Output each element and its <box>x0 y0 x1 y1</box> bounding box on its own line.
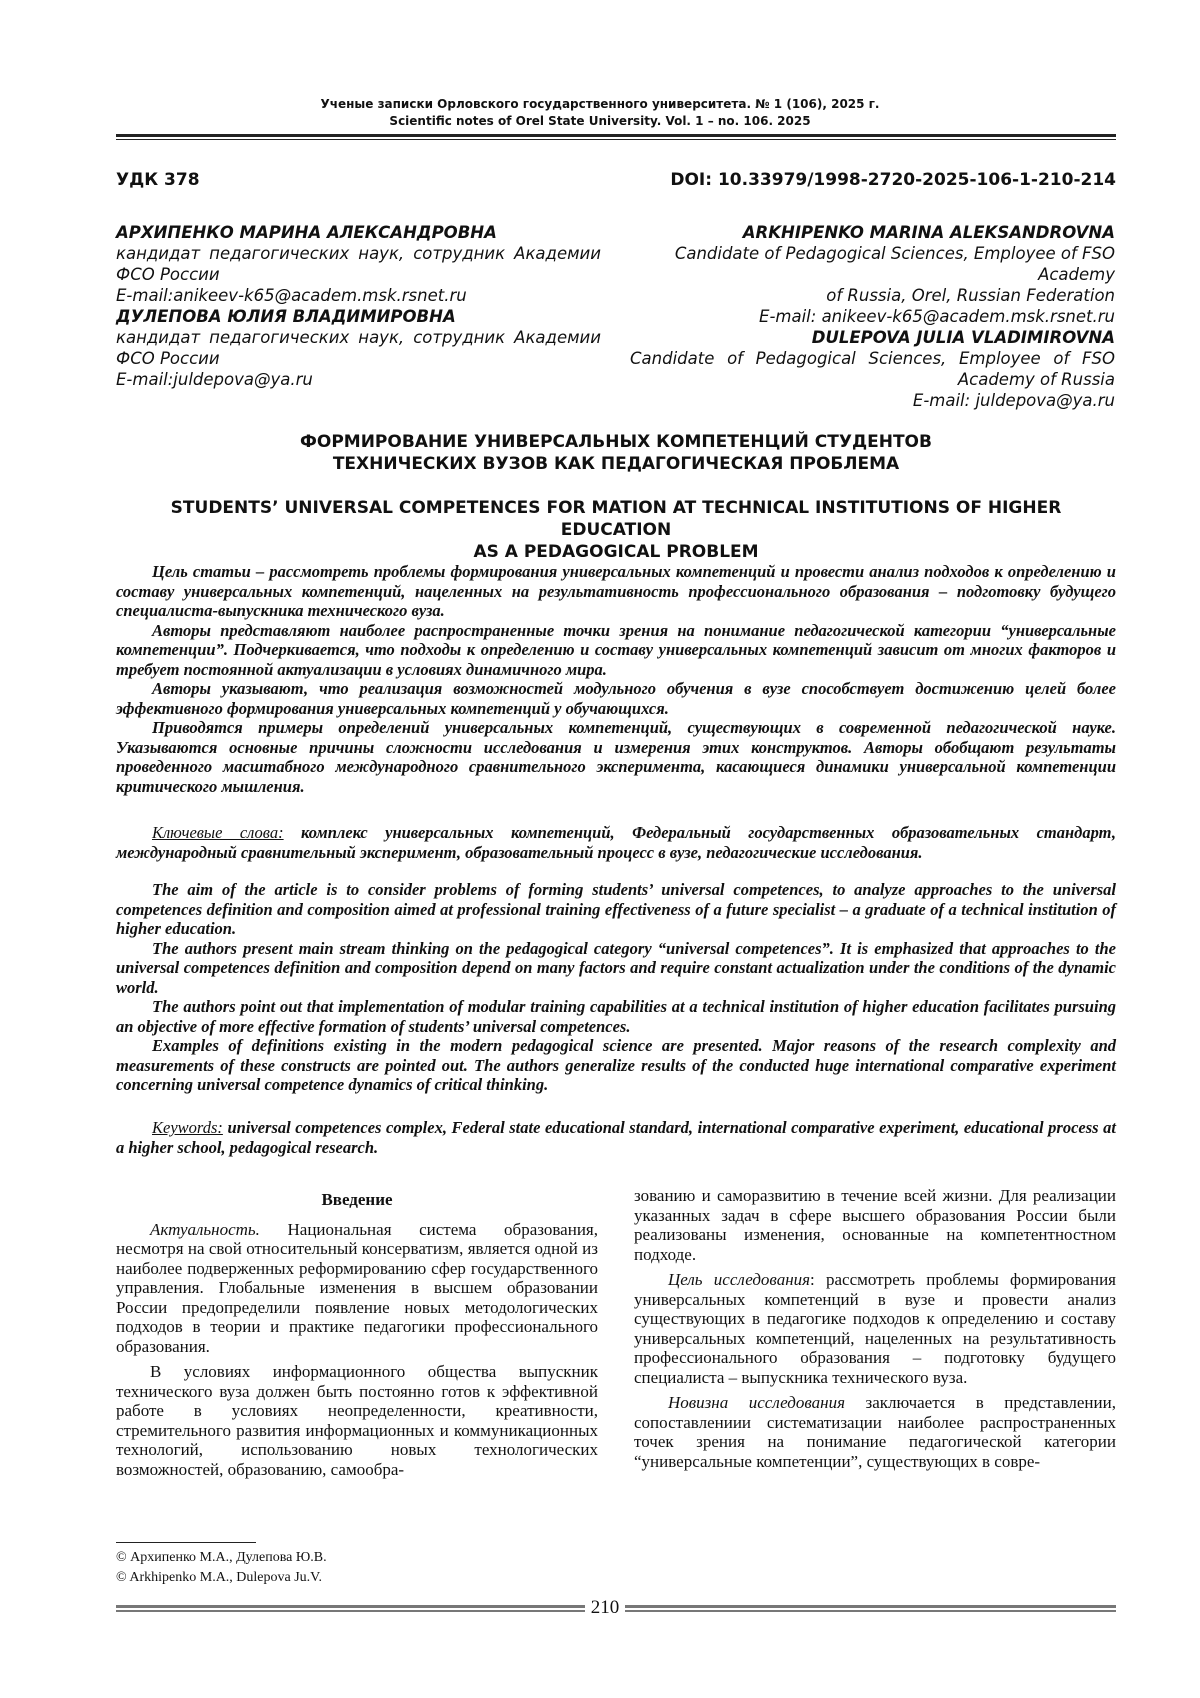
author-affiliation-cont: Academy of Russia <box>957 370 1115 389</box>
authors-en <box>630 222 1115 411</box>
abstract-paragraph: Цель статьи – рассмотреть проблемы формирования универсальных компетенций и провести анализ подходов к определению и составу универсальных компетенций, нацеленных на результативность профессионального образования – подготовку будущего специалиста-выпускника технического вуза. <box>116 562 1116 620</box>
abstract-paragraph: Приводятся примеры определений универсальных компетенций, существующих в современной педагогической науке. Указываются основные причины сложности исследования и измерения этих конструктов. Авторы обобщают результаты проведенного масштабного международного сравнительного эксперимента, касающиеся динамики универсальной компетенции критического мышления. <box>116 718 1116 796</box>
author-name: DULEPOVA JULIA VLADIMIROVNA <box>811 328 1115 347</box>
abstract-paragraph: Examples of definitions existing in the modern pedagogical science are presented. Major reasons of the research complexity and measurements of these constructs are pointed out. The authors generalize results of the conducted huge international comparative experiment concerning universal competence dynamics of critical thinking. <box>116 1036 1116 1094</box>
abstract-paragraph: The aim of the article is to consider problems of forming students’ universal competences, to analyze approaches to the universal competences definition and composition aimed at professional training effectiveness of a future specialist – a graduate of a technical institution of higher education. <box>116 880 1116 938</box>
authors-ru <box>116 222 601 390</box>
copyright-ru: © Архипенко М.А., Дулепова Ю.В. <box>116 1550 327 1565</box>
footnote-rule <box>116 1542 256 1543</box>
keywords-text: universal competences complex, Federal state educational standard, international comparative experiment, educational process at a higher school, pedagogical research. <box>116 1118 1117 1157</box>
author-affiliation-cont: of Russia, Orel, Russian Federation <box>826 286 1115 305</box>
abstract-paragraph: The authors point out that implementation of modular training capabilities at a technical institution of higher education facilitates pursuing an objective of more effective formation of students’ universal competences. <box>116 997 1116 1036</box>
copyright-footnotes <box>116 1548 327 1588</box>
author-name: ARKHIPENKO MARINA ALEKSANDROVNA <box>742 223 1115 242</box>
author-email: E-mail:juldepova@ya.ru <box>116 370 313 389</box>
abstract-paragraph: Авторы представляют наиболее распространенные точки зрения на понимание педагогической категории “универсальные компетенции”. Подчеркивается, что подходы к определению и составу универсальных компетенций зависит от многих факторов и требует постоянной актуализации в условиях динамичного мира. <box>116 620 1116 679</box>
body-paragraph: В условиях информационного общества выпускник технического вуза должен быть постоянно готов к эффективной работе в условиях неопределенности, креативности, стремительного развития информационных и коммуникационных технологий, использованию новых технологических возможностей, образованию, самообра- <box>116 1362 598 1479</box>
abstract-ru <box>116 562 1116 796</box>
keywords-en <box>116 1118 1116 1157</box>
term-emphasis: Цель исследования <box>668 1270 811 1289</box>
body-column-right <box>634 1186 1116 1477</box>
abstract-paragraph: The authors present main stream thinking on the pedagogical category “universal competences”. It is emphasized that approaches to the universal competences definition and composition depend on many factors and require constant actualization under the conditions of the dynamic world. <box>116 938 1116 997</box>
doi: DOI: 10.33979/1998-2720-2025-106-1-210-214 <box>670 170 1116 190</box>
copyright-en: © Arkhipenko M.A., Dulepova Ju.V. <box>116 1570 322 1585</box>
author-affiliation: кандидат педагогических наук, сотрудник Академии <box>116 244 601 263</box>
author-email: E-mail:anikeev-k65@academ.msk.rsnet.ru <box>116 286 467 305</box>
body-column-left <box>116 1190 598 1485</box>
term-emphasis: Новизна исследования <box>668 1393 845 1412</box>
author-affiliation: кандидат педагогических наук, сотрудник Академии <box>116 328 601 347</box>
author-email: E-mail: anikeev-k65@academ.msk.rsnet.ru <box>759 307 1115 326</box>
term-emphasis: Актуальность. <box>150 1219 260 1239</box>
journal-title-en: Scientific notes of Orel State University. Vol. 1 – no. 106. 2025 <box>389 114 811 128</box>
author-email: E-mail: juldepova@ya.ru <box>912 391 1115 410</box>
keywords-ru <box>116 823 1116 862</box>
abstract-paragraph: Авторы указывают, что реализация возможностей модульного обучения в вузе способствует достижению целей более эффективного формирования универсальных компетенций у обучающихся. <box>116 679 1116 718</box>
keywords-label: Keywords: <box>152 1118 223 1137</box>
author-affiliation-cont: ФСО России <box>116 349 220 368</box>
page-number: 210 <box>585 1597 625 1619</box>
abstract-en <box>116 880 1116 1095</box>
body-paragraph: зованию и саморазвитию в течение всей жизни. Для реализации указанных задач в сфере высшего образования России были реализованы изменения, основанные на компетентностном подходе. <box>634 1186 1116 1264</box>
header-rule <box>116 134 1116 137</box>
body-paragraph: Новизна исследования заключается в представлении, сопоставлениии систематизации наиболее распространенных точек зрения на понимание педагогической категории “универсальные компетенции”, существующих в совре- <box>634 1393 1116 1471</box>
journal-title-ru: Ученые записки Орловского государственного университета. № 1 (106), 2025 г. <box>320 97 880 111</box>
section-heading: Введение <box>321 1190 393 1209</box>
author-name: ДУЛЕПОВА ЮЛИЯ ВЛАДИМИРОВНА <box>116 307 456 326</box>
article-title-ru: ФОРМИРОВАНИЕ УНИВЕРСАЛЬНЫХ КОМПЕТЕНЦИЙ СТУДЕНТОВ ТЕХНИЧЕСКИХ ВУЗОВ КАК ПЕДАГОГИЧЕСКАЯ ПРОБЛЕМА <box>300 432 932 474</box>
keywords-text: комплекс универсальных компетенций, Федеральный государственных образовательных стандарт, международный сравнительный эксперимент, образовательный процесс в вузе, педагогические исследования. <box>116 823 1117 862</box>
article-title-en: STUDENTS’ UNIVERSAL COMPETENCES FOR MATION AT TECHNICAL INSTITUTIONS OF HIGHER EDUCATION AS A PEDAGOGICAL PROBLEM <box>170 498 1062 562</box>
body-paragraph: Цель исследования: рассмотреть проблемы формирования универсальных компетенций в вузе и провести анализ существующих в педагогике подходов к определению и составу универсальных компетенций, нацеленных на результативность профессионального образования – подготовку будущего специалиста – выпускника технического вуза. <box>634 1270 1116 1387</box>
keywords-label: Ключевые слова: <box>152 823 284 842</box>
author-affiliation: Candidate of Pedagogical Sciences, Employee of FSO Academy <box>674 244 1115 284</box>
header-rule-thin <box>116 139 1116 140</box>
body-paragraph: Актуальность. Национальная система образования, несмотря на свой относительный консерватизм, является одной из наиболее подверженных реформированию сфер государственного управления. Глобальные изменения в высшем образовании России предопределили появление новых методологических подходов в теории и практике педагогики профессионального образования. <box>116 1219 598 1356</box>
author-affiliation-cont: ФСО России <box>116 265 220 284</box>
udk-code: УДК 378 <box>116 170 200 190</box>
author-name: АРХИПЕНКО МАРИНА АЛЕКСАНДРОВНА <box>116 223 497 242</box>
author-affiliation: Candidate of Pedagogical Sciences, Employee of FSO <box>630 349 1115 368</box>
running-head <box>0 96 1200 130</box>
